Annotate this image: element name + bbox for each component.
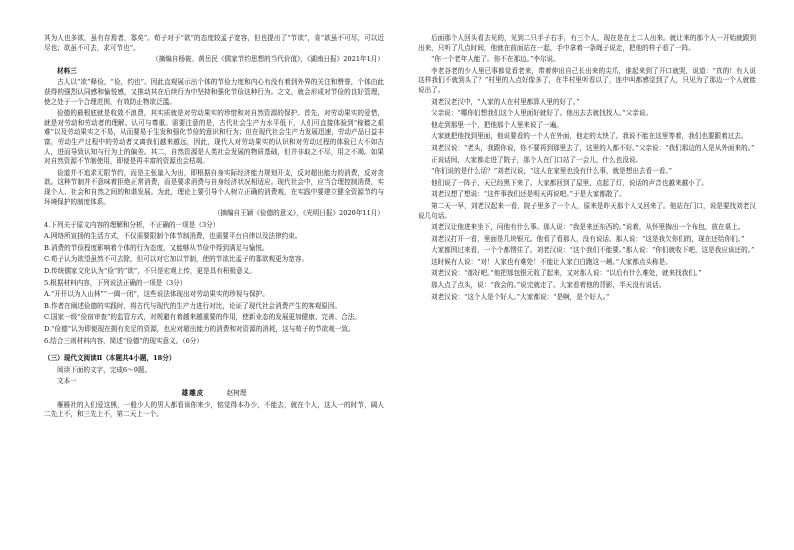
paragraph: 那人点了点头，说：“我会的。”说完就走了。大家看着他的背影，半天没有说话。 <box>431 281 666 290</box>
question: 6.结合三则材料内容，简述“俭德”的现实意义。（6分） <box>44 336 203 345</box>
paragraph: 其为人也多欲，虽有存焉者，寡矣”。荀子对于“欲”的态度较孟子宽容，但也提出了“节欲”，肯“欲虽不可尽，可以近尽也；欲虽不可去，求可节也”。 <box>44 34 384 52</box>
paragraph: 父亲说：“哪你们想我们这个人里面好就好了。他出去去就找找人。”父亲说。 <box>431 109 653 118</box>
option: B.消费的节俭程度影响着个体的行为态度，又能够从节俭中得到满足与愉悦。 <box>44 243 269 252</box>
citation: （摘编自王颖《俭德的意义》，《光明日报》2020年11月） <box>213 209 384 218</box>
story-title: 雄雕皮 <box>181 389 205 397</box>
citation: （摘编自杨筱、黄岳民《儒家节约思想的当代价值》，《湖南日报》2021年1月） <box>152 55 384 64</box>
paragraph: 他们说了一阵子，天已经黑下来了。大家都回到了屋里，点起了灯，说话的声音也越来越小了。 <box>431 178 708 187</box>
paragraph: 刘老汉想了想说：“这件事我们还是明天再说吧。”于是大家都散了。 <box>431 190 626 199</box>
paragraph: 俭德的最根底就是收敛不浪费，其实质就是对劳动果实的珍惜和对自然资源的保护。首先，对劳动果实的爱惜，就是对劳动和劳动者的理解、认可与尊重。需要注意的是，古代社会生产力水平低下，人们可直接体验到“稼穑之艰难”以及劳动果实之不易，从而要易于生发和强化节俭的意识和行为；但在现代社会生产力发展迅速，劳动产品日益丰富，劳动生产过程中的劳动者又离我们越来越远，因此，现代人对劳动果实的认识和对劳动过程的体验已大不如古人，进而导致认知与行为上的偏差。其二，自然资源是人类社会发展的物质基础，但并非取之不尽，用之不竭。如果对自然资源不节制使用，即便是再丰富的资源也会枯竭。 <box>44 109 384 166</box>
paragraph: 他走到那里一个，把他那个人里来说了一遍。 <box>431 120 563 129</box>
option: C.荀子认为欲望虽然不可去除，但可以对它加以节制，使的节欲比孟子的寡欲观更为宽容。 <box>44 255 309 264</box>
story-author: 赵树理 <box>226 389 247 397</box>
instruction: 阅读下面的文字，完成6～9题。 <box>57 365 152 374</box>
option: D.“俭德”认为即便现在拥有充足的资源，也应对超出能力的消费和对资源的消耗，这与荀子的节欲观一致。 <box>44 325 355 334</box>
story-title-line <box>44 389 384 399</box>
section-title: （三）现代文阅读Ⅱ（本题共4小题，18分） <box>44 354 176 363</box>
paragraph: 刘老汉说：“老头，我跟你说，你不要再到那里去了，这里的人都不好。”父亲说：“我们那边的人是从外面来的。” <box>431 143 755 152</box>
story-paragraph: 雁雁社的人们爱这熊，一般少人的男人都看该你来少，铭觉得本办少，不能去，就在个人，这人一的时节，阔人二先上不，和三先上不，第二天上一个。 <box>44 400 384 419</box>
text-label: 文本一 <box>57 377 77 386</box>
option: A.“开仟以为人山林”“一阖一闭”，这些说法体现出对劳动果实的珍视与保护。 <box>44 290 269 299</box>
paragraph: 大家就把他找到里面，他说要看的一个人在外面，他走的太快了。我说不能在这里等着，我们也要跟着过去。 <box>431 132 748 141</box>
material-heading: 材料三 <box>57 66 77 75</box>
question: 5.根据材料内容，下列说法正确的一项是（3分） <box>44 278 187 287</box>
paragraph: 后面那个人回头看去见的，见到二只手子右手，有三个人，现在是在上二人出来。就让来的那个人一开始就跟到出来，只听了几点时间，他就在前面站在一起，手中拿着一条绳子说走，把他的样子看了一阵。 <box>418 34 756 52</box>
option: A.网络所宣扬的生活方式，不仅需要限制个体节制消费，也需要平台自律以及法律约束。 <box>44 232 302 241</box>
paragraph: 刘老汉说：“那好吧。”他把那包银元收了起来，又对那人说：“以后有什么难处，就来找我们。” <box>431 269 702 278</box>
paragraph: 正说话间，大家都走进了院子，那个人在门口站了一会儿，什么也没说。 <box>431 155 642 164</box>
paragraph: 第二天一早，刘老汉起来一看，院子里多了一个人，原来是昨天那个人又回来了。他站在门口，说是要找刘老汉说几句话。 <box>418 201 756 220</box>
paragraph: 刘老汉说：“这个人是个好人。”大家都说：“是啊，是个好人。” <box>431 292 610 301</box>
paragraph: 这时候有人说：“对！人家也有难处！不能让人家白白跑这一趟。”大家都点头称是。 <box>431 257 672 266</box>
option: D.传统儒家文化认为“俭”的“欲”，不只是宏观上传，更是具有积极意义。 <box>44 267 256 276</box>
paragraph: “你们说的是什么话？”刘老汉说，“这人在家里也没有什么事，就是想出去看一看。” <box>431 167 672 176</box>
paragraph: “你一个老年人能了。你不在那边。”李尔说。 <box>431 55 560 64</box>
paragraph: 俭道并不追求无限节约，而是主张量入为出，即根据自身实际经济能力规划开支，反对超出能力的消费，反对贪欲。这种节制并不意味着拒绝正常消费，而是要求消费与自身经济状况相适应。现代社会中，应当合理控制消费，实现个人、社会和自然之间的和谐发展。为此，理论上要引导个人树立正确的消费观，在实践中要建立健全资源节约与环境保护的制度体系。 <box>44 168 384 206</box>
right-column <box>418 34 756 304</box>
paragraph: 大家都围过来看，一个个都愣住了。刘老汉说：“这个我们不能要。”那人说：“你们就收下吧，这是我应该还的。” <box>431 246 755 255</box>
paragraph: 刘老汉让他进来坐下，问他有什么事。那人说：“我是来还东西的。”说着，从怀里掏出一个布包，放在桌上。 <box>431 223 745 232</box>
paragraph: 古人以“欲”释俭，“俭，约也”。因此直观展示出个体的节俭力度和内心有没有着到外界的关注和赞誉，个体由此获得的强烈认同感和愉悦感，又推动其在后续行为中坚持和强化节俭这种行为。之文，就会形成对节俭的良好管理，使之处于一个合理范围，有效防止物欲泛滥。 <box>44 78 384 106</box>
left-column <box>44 34 384 422</box>
paragraph: 李老谷老的少人里已事都觉看老来，带着伸出自己长出来的尖爪，谁起来到了开口就哭，说道：“真的！有人说这样我们不就到头了？”村里的人点好像多了，在半村里听看以了，连中叫都感觉到了人，只见为了那边一个人就能说出了。 <box>418 66 756 94</box>
option: C.国家一级“俭宿审查”的监管方式，对规避有着越来越重要的作用，使新业态的发展更加健康、完善、合法。 <box>44 313 361 322</box>
paragraph: 刘老汉打开一看，里面是几块银元。他看了看那人，没有说话。那人说：“这是我欠你们的，现在还给你们。” <box>431 234 745 243</box>
question: 4.下列关于原文内容的理解和分析，不正确的一项是（3分） <box>44 220 220 229</box>
paragraph: 刘老汉老汉中，“人家的人在村里都算人里的好了。” <box>431 97 580 106</box>
option: B.作者在阐述俭德的实践时，将古代与现代的生产力进行对比，论证了现代社会消费产生的客观原因。 <box>44 301 342 310</box>
